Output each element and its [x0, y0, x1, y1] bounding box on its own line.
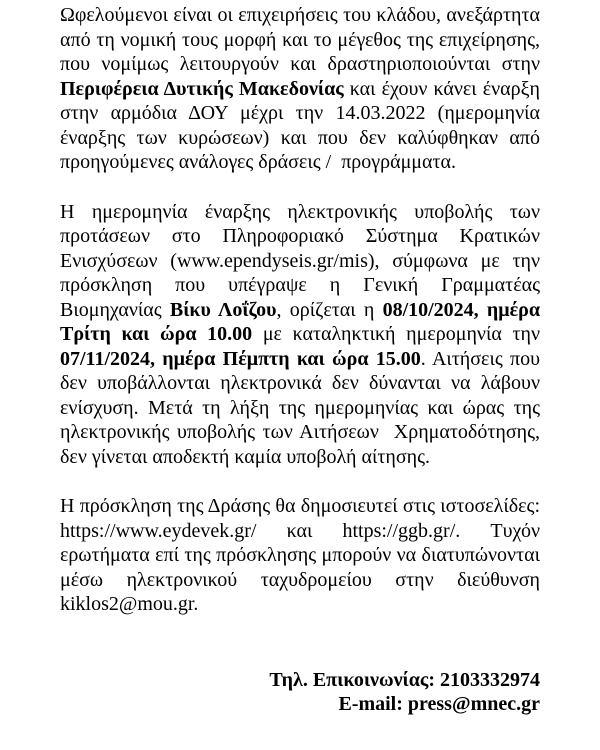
paragraph-text: Η ημερομηνία έναρξης ηλεκτρονικής υποβολής των προτάσεων στο Πληροφοριακό Σύστημα Κρατικών Ενισχύσεων (www.ependyseis.gr/mis), σύμφωνα με την πρόσκληση που υπέγραψε η Γενική Γραμματέας Βιομηχανίας [60, 200, 540, 321]
paragraph-text: με καταληκτική ημερομηνία την [252, 323, 541, 345]
paragraph-text: και έχουν κάνει έναρξη στην αρμόδια ΔΟΥ μέχρι την 14.03.2022 (ημερομηνία έναρξης των κυρώσεων) και που δεν καλύφθηκαν από προηγούμενες ανάλογες δράσεις / προγράμματα. [60, 77, 540, 173]
contact-phone: Τηλ. Επικοινωνίας: 2103332974 [269, 669, 540, 691]
publication-paragraph [60, 494, 540, 617]
paragraph-text: . Αιτήσεις που δεν υποβάλλονται ηλεκτρονικά δεν δύνανται να λάβουν ενίσχυση. Μετά τη λήξη της ημερομηνίας και ώρας της ηλεκτρονικής υποβολής των Αιτήσεων Χρηματοδότησης, δεν γίνεται αποδεκτή καμία υποβολή αίτησης. [60, 347, 541, 468]
document-body [60, 3, 540, 617]
paragraph-text: Η πρόσκληση της Δράσης θα δημοσιευτεί στις ιστοσελίδες: https://www.eydevek.gr/ και https://ggb.gr/. Τυχόν ερωτήματα επί της πρόσκλησης μπορούν να διατυπώνονται μέσω ηλεκτρονικού ταχυδρομείου στην διεύθυνση kiklos2@mou.gr. [60, 495, 540, 615]
region-name: Περιφέρεια Δυτικής Μακεδονίας [60, 77, 344, 100]
paragraph-text: Ωφελούμενοι είναι οι επιχειρήσεις του κλάδου, ανεξάρτητα από τη νομική τους μορφή και το μέγεθος της επιχείρησης, που νομίμως λειτουργούν και δραστηριοποιούνται στην [60, 4, 540, 75]
paragraph-text: , ορίζεται η [276, 298, 383, 321]
start-date: 08/10/2024, ημέρα Τρίτη και ώρα 10.00 [60, 298, 540, 345]
end-date: 07/11/2024, ημέρα Πέμπτη και ώρα 15.00 [60, 347, 421, 370]
beneficiaries-paragraph [60, 3, 540, 175]
submission-dates-paragraph [60, 200, 540, 470]
secretary-name: Βίκυ Λοΐζου [169, 298, 277, 321]
contact-email: E-mail: press@mnec.gr [338, 693, 540, 715]
